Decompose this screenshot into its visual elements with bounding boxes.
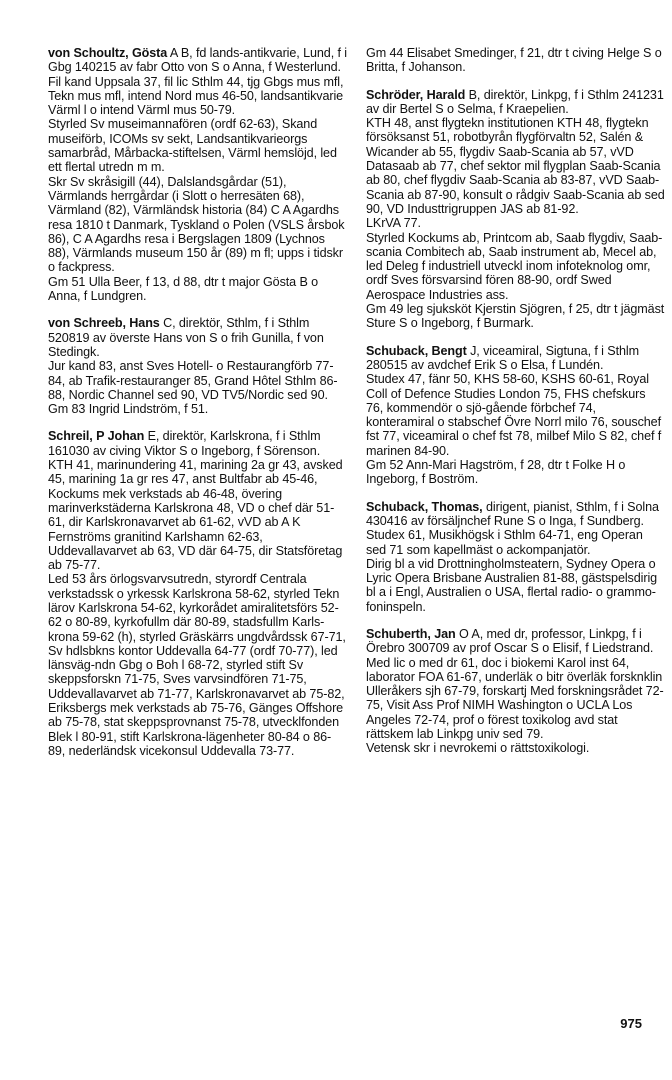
entry-intro: O A, med dr, professor, Linkpg, f i Örebro 300709 av prof Oscar S o Elisif, f Liedstrand. xyxy=(366,626,654,656)
entry-paragraph: Dirig bl a vid Drottningholmsteatern, Sydney Opera o Lyric Opera Brisbane Australien 81-88, gästspelsdirig bl a i Engl, Australien o USA, flertal radio- o grammo-foninspeln. xyxy=(366,556,658,614)
entry-surname: von Schreeb, xyxy=(48,316,126,331)
right-column xyxy=(366,46,666,769)
entry-heading xyxy=(366,46,666,75)
entry-given-name: Gösta xyxy=(131,46,168,60)
entry-paragraph: Gm 49 leg sjuksköt Kjerstin Sjögren, f 25, dtr t jägmäst Sture S o Ingeborg, f Burmark. xyxy=(366,302,665,331)
entry-paragraph: Gm 83 Ingrid Lindström, f 51. xyxy=(48,402,209,417)
entry-given-name: Thomas, xyxy=(431,499,483,514)
page-number: 975 xyxy=(620,1016,642,1031)
entry-paragraph: Skr Sv skråsigill (44), Dalslandsgårdar (51), Värmlands herrgårdar (i Slott o herresäten 68), Värmland (82), Värmländsk historia (84) C A Agardhs resa 1810 t Danmark, Tyskland o Polen (VSLS årsbok 86), C A Agardhs resa i Bergslagen 1809 (Lychnos 88), Värmlands museum 150 år (89) m fl; upps i tidskr o fackpress. xyxy=(48,174,345,275)
entry-paragraph: Studex 61, Musikhögsk i Sthlm 64-71, eng Operan sed 71 som kapellmäst o ackompanjatör. xyxy=(366,528,643,557)
entry xyxy=(366,344,666,487)
entry-given-name: Bengt xyxy=(431,343,467,358)
left-column xyxy=(48,46,348,771)
entry-heading xyxy=(48,316,348,359)
entry-intro: Gm 44 Elisabet Smedinger, f 21, dtr t civing Helge S o Britta, f Johanson. xyxy=(366,46,662,75)
entry-paragraph: Med lic o med dr 61, doc i biokemi Karol inst 64, laborator FOA 61-67, underläk o bitr överläk forsknklin Ulleråkers sjh 67-79, forskartj Med forskningsrådet 72-75, Visit Ass Prof NIMH Washington o UCLA Los Angeles 72-74, prof o förest toxikolog avd stat rättskem lab Linkpg univ sed 79. xyxy=(366,655,664,742)
entry-surname: Schuback, xyxy=(366,499,429,514)
entry-paragraph: LKrVA 77. xyxy=(366,216,421,231)
entry xyxy=(48,316,348,416)
entry-heading xyxy=(48,46,348,75)
entry xyxy=(366,627,666,756)
entry xyxy=(366,88,666,331)
entry-paragraph: Studex 47, fänr 50, KHS 58-60, KSHS 60-61, Royal Coll of Defence Studies London 75, FHS chefskurs 76, kommendör o sjö-gående förbchef 74, konteramiral o stabschef Övre Norrl milo 76, souschef fst 77, viceamiral o chef fst 78, milbef Milo S 82, chef f marinen 84-90. xyxy=(366,372,662,458)
entry-heading xyxy=(366,627,666,656)
entry-given-name: Hans xyxy=(129,316,160,331)
entry-intro: J, viceamiral, Sigtuna, f i Sthlm 280515 av avdchef Erik S o Elsa, f Lundén. xyxy=(366,343,639,372)
entry-paragraph: Vetensk skr i nevrokemi o rättstoxikologi. xyxy=(366,741,590,756)
entry-intro: B, direktör, Linkpg, f i Sthlm 241231 av dir Bertel S o Selma, f Kraepelien. xyxy=(366,87,664,116)
entry-given-name: P Johan xyxy=(96,429,145,444)
entry xyxy=(366,500,666,614)
entry-heading xyxy=(366,88,666,117)
entry-paragraph: Jur kand 83, anst Sves Hotell- o Restaurangförb 77-84, ab Trafik-restauranger 85, Grand Hôtel Sthlm 86-88, Nordic Channel sed 90, VD TV5/Nordic sed 90. xyxy=(48,359,338,402)
entry-paragraph: Gm 52 Ann-Mari Hagström, f 28, dtr t Folke H o Ingeborg, f Boström. xyxy=(366,458,626,487)
entry-paragraph: Styrled Kockums ab, Printcom ab, Saab flygdiv, Saab-scania Combitech ab, Saab instrument ab, Mecel ab, led Deleg f industriell utveckl inom infoteknolog omr, ordf Sves försvarsind fören 88-90, ordf Swed Aerospace Industries ass. xyxy=(366,230,663,302)
entry-surname: Schreil, xyxy=(48,429,93,444)
entry-given-name: Jan xyxy=(434,626,456,641)
entry-surname: Schuberth, xyxy=(366,626,431,641)
entry-surname: Schröder, xyxy=(366,87,424,102)
entry-paragraph: Styrled Sv museimannafören (ordf 62-63), Skand museiförb, ICOMs sv sekt, Landsantikvarieorgs samarbråd, Mårbacka-stiftelsen, Värml hemslöjd, led ett flertal utredn m m. xyxy=(48,117,337,175)
entry-intro: A B, fd lands-antikvarie, Lund, f i Gbg 140215 av fabr Otto von S o Anna, f Westerlund. xyxy=(48,46,347,75)
entry xyxy=(48,429,348,758)
entry-heading xyxy=(48,429,348,458)
entry-paragraph: Gm 51 Ulla Beer, f 13, d 88, dtr t major Gösta B o Anna, f Lundgren. xyxy=(48,274,319,304)
entry-intro: C, direktör, Sthlm, f i Sthlm 520819 av överste Hans von S o frih Gunilla, f von Stedingk. xyxy=(48,316,324,359)
entry-surname: Schuback, xyxy=(366,343,429,358)
entry xyxy=(366,46,666,75)
entry-paragraph: KTH 41, marinundering 41, marining 2a gr 43, avsked 45, marining 1a gr res 47, anst Bultfabr ab 45-46, Kockums mek verkstads ab 46-48, övering marinverkstäderna Karlskrona 48, VD o chef där 51-61, dir Karlskronavarvet ab 61-62, vVD ab A K Fernströms granitind Karlshamn 62-63, Uddevallavarvet ab 63, VD där 64-75, dir Statsföretag ab 75-77. xyxy=(48,458,343,573)
entry-given-name: Harald xyxy=(426,87,466,102)
entry-surname: von Schoultz, xyxy=(48,46,129,60)
entry-intro: dirigent, pianist, Sthlm, f i Solna 430416 av försäljnchef Rune S o Inga, f Sundberg. xyxy=(366,499,659,528)
entry-paragraph: Fil kand Uppsala 37, fil lic Sthlm 44, tjg Gbgs mus mfl, Tekn mus mfl, intend Nord mus 46-50, landsantikvarie Värml l o intend Värml mus 50-79. xyxy=(48,74,344,118)
entry-heading xyxy=(366,344,666,373)
entry-paragraph: Led 53 års örlogsvarvsutredn, styrordf Centrala verkstadssk o yrkessk Karlskrona 58-62, styrled Tekn lärov Karlskrona 54-62, kyrkorådet amiralitetsförs 52-62 o 80-89, kyrkofullm där 80-89, stadsfullm Karls-krona 59-62 (h), styrled Gräskärrs ungdvårdssk 67-71, Sv hdlsbkns kontor Uddevalla 64-77 (ordf 70-77), led länsväg-ndn Gbg o Boh l 68-72, styrled stift Sv skeppsforskn 71-75, Sves varvsindfören 71-75, Uddevallavarvet ab 71-77, Karlskronavarvet ab 75-82, Eriksbergs mek verkstads ab 75-76, Gänges Offshore ab 75-78, stat skeppsprovnanst 75-78, utvecklfonden Blek l 80-91, stift Karlskrona-lägenheter 80-84 o 86-89, nederländsk vicekonsul Uddevalla 73-77. xyxy=(48,572,346,758)
entry-paragraph: KTH 48, anst flygtekn institutionen KTH 48, flygtekn försöksanst 51, robotbyrån flygförvaltn 52, Salén & Wicander ab 55, flygdiv Saab-Scania ab 57, vVD Datasaab ab 77, chef sektor mil flygplan Saab-Scania ab 80, chef flygdiv Saab-Scania ab 83-87, vVD Saab-Scania ab 87-90, konsult o rådgiv Saab-Scania ab sed 90, VD Industtrigruppen JAS ab 81-92. xyxy=(366,116,665,216)
entry xyxy=(48,46,348,303)
entry-heading xyxy=(366,500,666,529)
entry-intro: E, direktör, Karlskrona, f i Sthlm 161030 av civing Viktor S o Ingeborg, f Sörenson. xyxy=(48,429,321,458)
